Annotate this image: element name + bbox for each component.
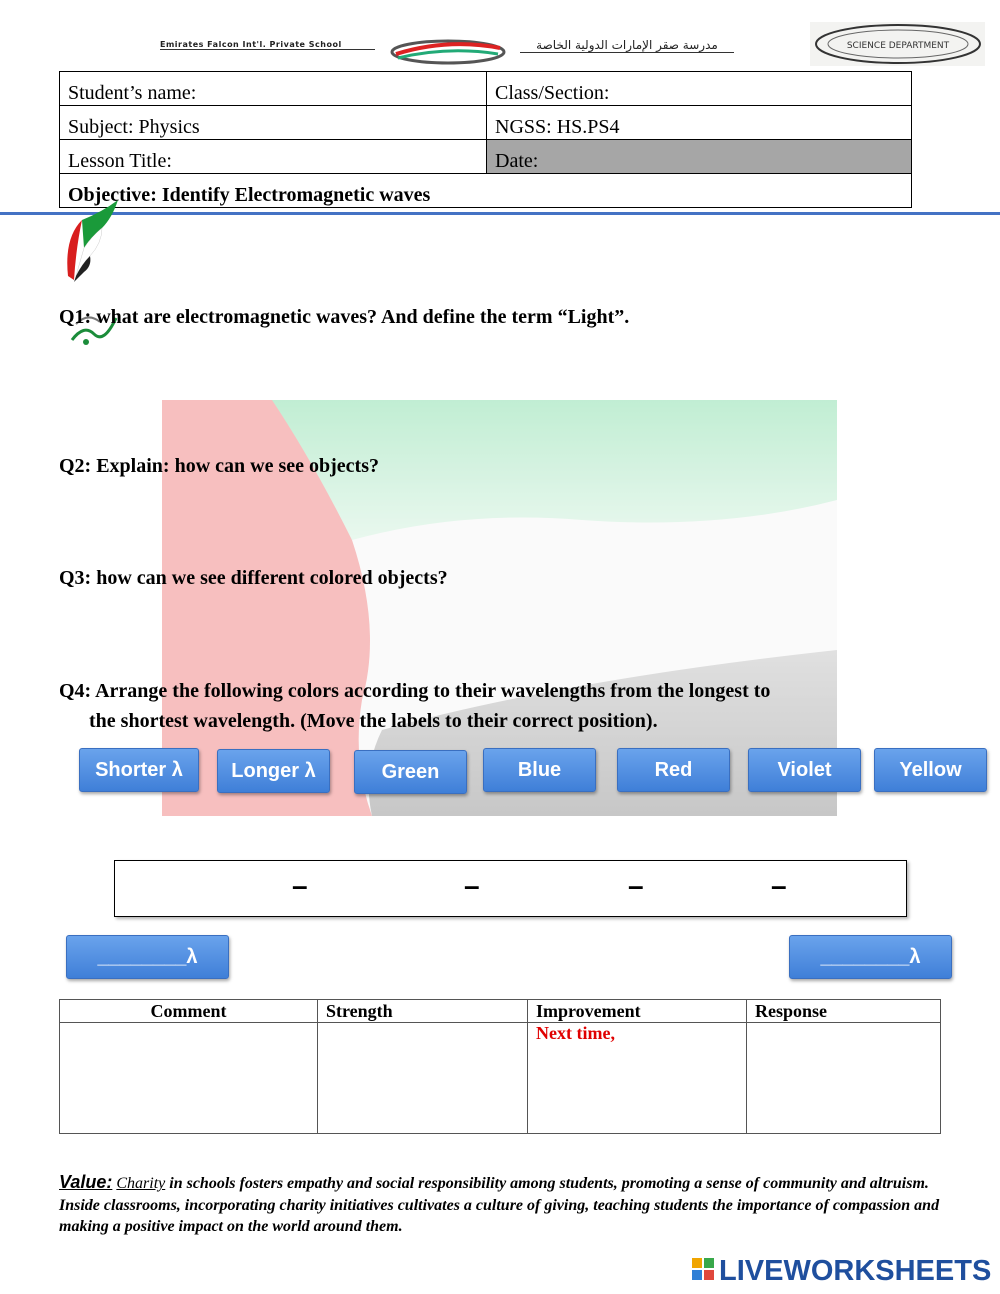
ngss-cell: NGSS: HS.PS4 bbox=[487, 106, 912, 140]
answer-dash-2: – bbox=[464, 870, 480, 901]
label-violet[interactable]: Violet bbox=[748, 748, 861, 792]
subject-cell: Subject: Physics bbox=[60, 106, 487, 140]
answer-dash-4: – bbox=[771, 870, 787, 901]
question-4-line-1: Q4: Arrange the following colors according to their wavelengths from the longest to bbox=[59, 680, 771, 702]
value-label: Value: bbox=[59, 1172, 113, 1192]
label-yellow[interactable]: Yellow bbox=[874, 748, 987, 792]
header-strength: Strength bbox=[318, 1000, 528, 1023]
value-paragraph bbox=[59, 1172, 949, 1238]
answer-drop-box[interactable] bbox=[114, 860, 907, 917]
label-red[interactable]: Red bbox=[617, 748, 730, 792]
uae-flag-icon bbox=[62, 198, 130, 284]
question-3: Q3: how can we see different colored objects? bbox=[59, 567, 448, 589]
value-keyword: Charity bbox=[116, 1175, 166, 1192]
strength-cell[interactable] bbox=[318, 1023, 528, 1134]
student-info-table bbox=[59, 71, 912, 208]
student-name-cell[interactable]: Student’s name: bbox=[60, 72, 487, 106]
label-blue[interactable]: Blue bbox=[483, 748, 596, 792]
value-text: in schools fosters empathy and social responsibility among students, promoting a sense of community and altruism. Inside classrooms, incorporating charity initiatives cultivates a culture of giving, teaching students the importance of compassion and making a positive impact on the world around them. bbox=[59, 1175, 940, 1235]
school-name-english: Emirates Falcon Int'l. Private School bbox=[160, 40, 375, 50]
label-longer-wavelength[interactable]: Longer λ bbox=[217, 749, 330, 793]
class-section-cell[interactable]: Class/Section: bbox=[487, 72, 912, 106]
header-divider bbox=[0, 212, 1000, 215]
response-cell[interactable] bbox=[747, 1023, 941, 1134]
comment-cell[interactable] bbox=[60, 1023, 318, 1134]
improvement-text: Next time, bbox=[536, 1023, 615, 1043]
lesson-title-cell[interactable]: Lesson Title: bbox=[60, 140, 487, 174]
date-cell[interactable]: Date: bbox=[487, 140, 912, 174]
header-comment: Comment bbox=[60, 1000, 318, 1023]
header-improvement: Improvement bbox=[528, 1000, 747, 1023]
header-response: Response bbox=[747, 1000, 941, 1023]
science-department-logo bbox=[810, 22, 985, 66]
answer-dash-1: – bbox=[292, 870, 308, 901]
question-2: Q2: Explain: how can we see objects? bbox=[59, 455, 379, 477]
school-name-arabic: مدرسة صقر الإمارات الدولية الخاصة bbox=[520, 38, 734, 53]
science-logo-text: SCIENCE DEPARTMENT bbox=[846, 41, 950, 51]
label-green[interactable]: Green bbox=[354, 750, 467, 794]
improvement-cell[interactable] bbox=[528, 1023, 747, 1134]
school-logo-icon bbox=[388, 36, 508, 66]
liveworksheets-brand: LIVEWORKSHEETS bbox=[719, 1255, 992, 1287]
feedback-table bbox=[59, 999, 941, 1134]
label-shorter-wavelength[interactable]: Shorter λ bbox=[79, 748, 199, 792]
left-wavelength-slot[interactable]: ________λ bbox=[66, 935, 229, 979]
right-wavelength-slot[interactable]: ________λ bbox=[789, 935, 952, 979]
question-1: Q1: what are electromagnetic waves? And define the term “Light”. bbox=[59, 306, 630, 328]
liveworksheets-logo-icon bbox=[692, 1258, 716, 1282]
question-4-line-2: the shortest wavelength. (Move the labels to their correct position). bbox=[89, 710, 658, 732]
answer-dash-3: – bbox=[628, 870, 644, 901]
objective-cell: Objective: Identify Electromagnetic waves bbox=[60, 174, 912, 208]
